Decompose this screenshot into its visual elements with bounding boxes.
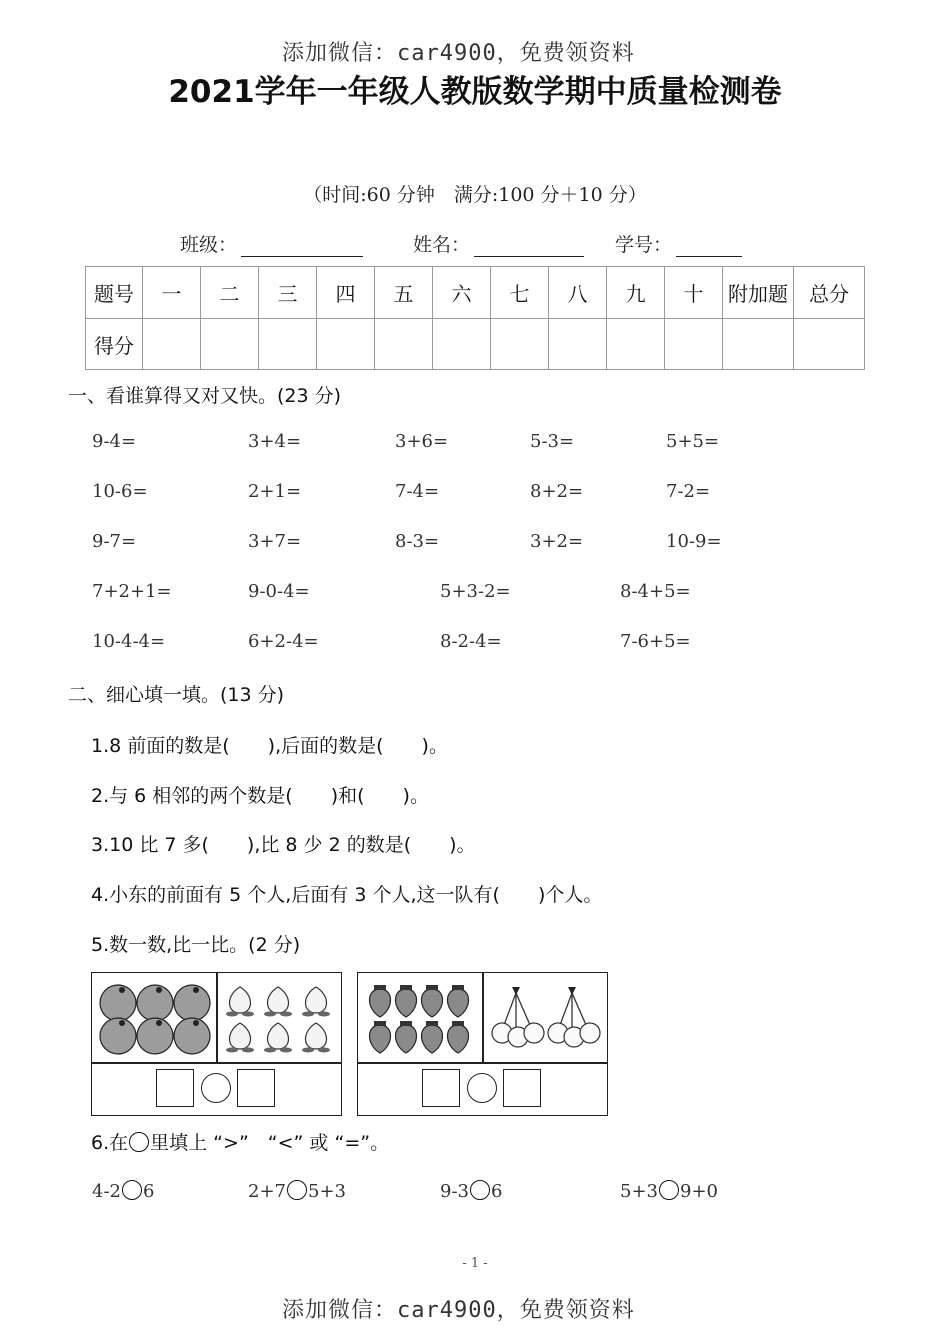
arithmetic-problem: 5+5=: [666, 431, 720, 452]
score-table-header-row: [86, 267, 865, 319]
oranges-picture: [96, 979, 214, 1059]
arithmetic-problem: 3+2=: [530, 531, 584, 552]
compare-left: 2+7: [248, 1181, 286, 1202]
compare-right: 6: [491, 1181, 503, 1202]
peaches-picture: [220, 979, 338, 1059]
class-blank: [241, 236, 363, 257]
fill-question-2: 2.与 6 相邻的两个数是( )和( )。: [91, 785, 429, 807]
score-cell[interactable]: [607, 319, 665, 370]
compare-right: 5+3: [308, 1181, 346, 1202]
table-cell: 附加题: [723, 267, 794, 319]
arithmetic-problem: 10-6=: [92, 481, 148, 502]
strawberries-picture: [362, 979, 480, 1059]
id-blank: [676, 236, 742, 257]
arithmetic-problem: 3+4=: [248, 431, 302, 452]
compare-circle[interactable]: [659, 1180, 679, 1200]
arithmetic-problem: 7-6+5=: [620, 631, 691, 652]
compare-right: 6: [143, 1181, 155, 1202]
watermark-bottom: 添加微信：car4900，免费领资料: [282, 1298, 635, 1323]
compare-circle[interactable]: [122, 1180, 142, 1200]
score-cell[interactable]: [201, 319, 259, 370]
arithmetic-problem: 7-4=: [395, 481, 440, 502]
class-label: 班级：: [180, 234, 238, 256]
arithmetic-problem: 6+2-4=: [248, 631, 319, 652]
name-field: [413, 230, 584, 257]
table-cell: 三: [259, 267, 317, 319]
answer-box-right[interactable]: [237, 1069, 275, 1107]
arithmetic-problem: 3+6=: [395, 431, 449, 452]
table-cell: 一: [143, 267, 201, 319]
arithmetic-problem: 8-4+5=: [620, 581, 691, 602]
answer-box-left[interactable]: [422, 1069, 460, 1107]
table-cell: 四: [317, 267, 375, 319]
score-cell[interactable]: [549, 319, 607, 370]
name-blank: [474, 236, 584, 257]
arithmetic-problem: 8-2-4=: [440, 631, 502, 652]
arithmetic-problem: 5+3-2=: [440, 581, 511, 602]
fill-question-1: 1.8 前面的数是( ),后面的数是( )。: [91, 735, 448, 757]
name-label: 姓名：: [413, 234, 471, 256]
compare-box-2: [357, 972, 608, 1116]
arithmetic-problem: 8-3=: [395, 531, 440, 552]
table-cell: 得分: [86, 319, 143, 370]
arithmetic-problem: 7-2=: [666, 481, 711, 502]
score-cell[interactable]: [259, 319, 317, 370]
id-label: 学号：: [615, 234, 673, 256]
q6-prefix: 6.在: [91, 1132, 129, 1154]
compare-problem: [620, 1180, 718, 1202]
table-cell: 六: [433, 267, 491, 319]
arithmetic-problem: 9-4=: [92, 431, 137, 452]
table-cell: 五: [375, 267, 433, 319]
score-cell[interactable]: [491, 319, 549, 370]
table-cell: 题号: [86, 267, 143, 319]
cherries-picture: [486, 979, 604, 1059]
compare-left: 4-2: [92, 1181, 121, 1202]
circle-symbol-icon: [129, 1132, 149, 1152]
page-number: - 1 -: [462, 1256, 488, 1271]
arithmetic-problem: 7+2+1=: [92, 581, 172, 602]
page-title: 2021学年一年级人教版数学期中质量检测卷: [168, 74, 782, 110]
arithmetic-problem: 9-7=: [92, 531, 137, 552]
table-cell: 总分: [794, 267, 865, 319]
table-cell: 八: [549, 267, 607, 319]
score-cell[interactable]: [665, 319, 723, 370]
class-field: [180, 230, 363, 257]
score-table: [85, 266, 865, 370]
table-cell: 七: [491, 267, 549, 319]
arithmetic-problem: 2+1=: [248, 481, 302, 502]
compare-left: 5+3: [620, 1181, 658, 1202]
score-cell[interactable]: [794, 319, 865, 370]
fill-question-6: [91, 1128, 389, 1155]
compare-box-1: [91, 972, 342, 1116]
compare-circle[interactable]: [201, 1073, 231, 1103]
arithmetic-problem: 10-4-4=: [92, 631, 166, 652]
answer-box-left[interactable]: [156, 1069, 194, 1107]
compare-problem: [248, 1180, 346, 1202]
arithmetic-problem: 10-9=: [666, 531, 722, 552]
score-cell[interactable]: [723, 319, 794, 370]
answer-box-right[interactable]: [503, 1069, 541, 1107]
arithmetic-problem: 5-3=: [530, 431, 575, 452]
compare-problem: [440, 1180, 502, 1202]
arithmetic-problem: 8+2=: [530, 481, 584, 502]
fill-question-3: 3.10 比 7 多( ),比 8 少 2 的数是( )。: [91, 834, 476, 856]
score-cell[interactable]: [143, 319, 201, 370]
compare-left: 9-3: [440, 1181, 469, 1202]
section-2-heading: 二、细心填一填。(13 分): [68, 684, 285, 706]
watermark-top: 添加微信：car4900，免费领资料: [282, 41, 635, 66]
compare-circle[interactable]: [467, 1073, 497, 1103]
exam-info: （时间:60 分钟 满分:100 分＋10 分）: [303, 184, 647, 206]
q6-suffix: 里填上 “>” “<” 或 “=”。: [150, 1132, 390, 1154]
score-cell[interactable]: [317, 319, 375, 370]
table-cell: 九: [607, 267, 665, 319]
fill-question-5: 5.数一数,比一比。(2 分): [91, 934, 301, 956]
arithmetic-problem: 9-0-4=: [248, 581, 310, 602]
score-table-score-row: [86, 319, 865, 370]
section-1-heading: 一、看谁算得又对又快。(23 分): [68, 385, 342, 407]
table-cell: 十: [665, 267, 723, 319]
student-id-field: [615, 230, 742, 257]
score-cell[interactable]: [433, 319, 491, 370]
compare-problem: [92, 1180, 154, 1202]
compare-right: 9+0: [680, 1181, 718, 1202]
compare-circle[interactable]: [287, 1180, 307, 1200]
fill-question-4: 4.小东的前面有 5 个人,后面有 3 个人,这一队有( )个人。: [91, 884, 603, 906]
arithmetic-problem: 3+7=: [248, 531, 302, 552]
score-cell[interactable]: [375, 319, 433, 370]
compare-circle[interactable]: [470, 1180, 490, 1200]
table-cell: 二: [201, 267, 259, 319]
